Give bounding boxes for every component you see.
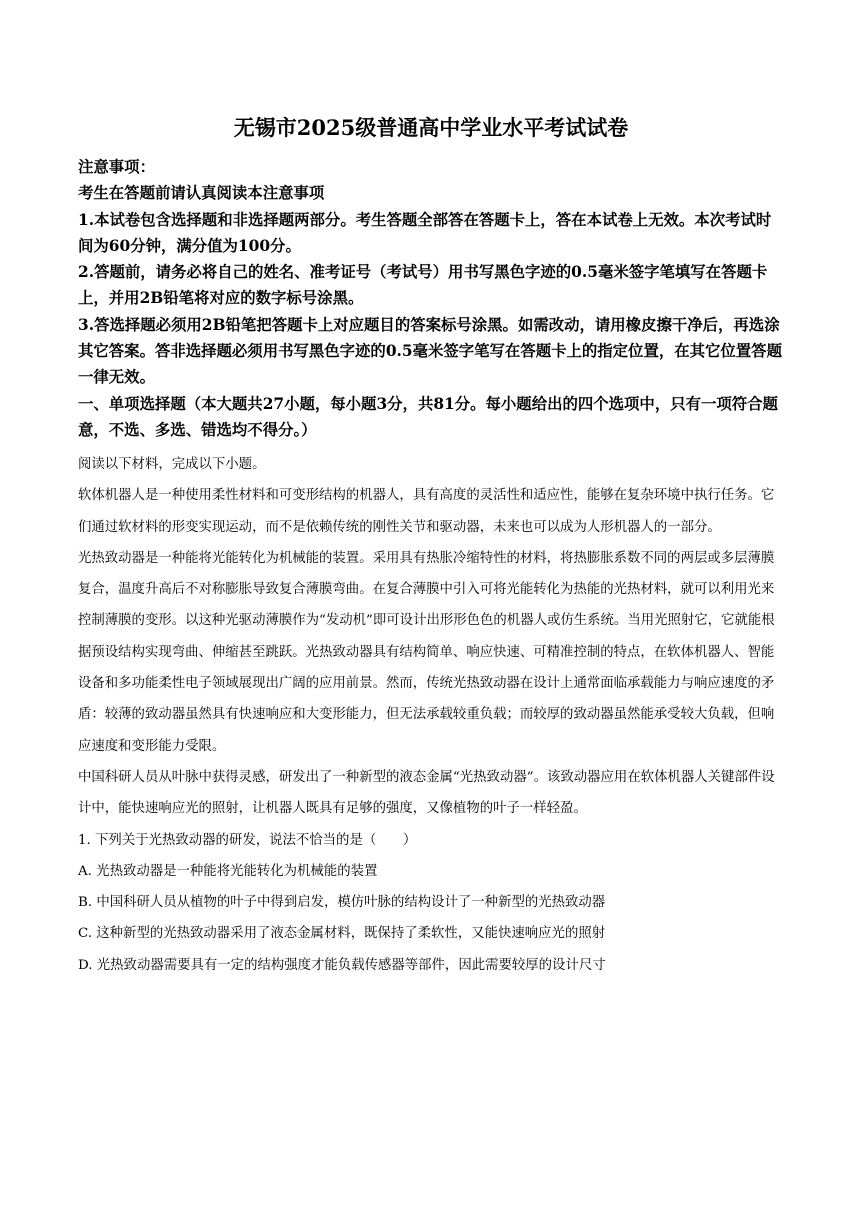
notice-heading: 注意事项： (78, 158, 155, 176)
notice-section (78, 154, 784, 443)
question-option-d: D. 光热致动器需要具有一定的结构强度才能负载传感器等部件，因此需要较厚的设计尺寸 (78, 957, 606, 973)
reading-paragraph-3: 中国科研人员从叶脉中获得灵感，研发出了一种新型的液态金属“光热致动器”。该致动器应用在软体机器人关键部件设计中，能快速响应光的照射，让机器人既具有足够的强度，又像植物的叶子一样轻盈。 (78, 769, 775, 817)
reading-paragraph-2: 光热致动器是一种能将光能转化为机械能的装置。采用具有热胀冷缩特性的材料，将热膨胀系数不同的两层或多层薄膜复合，温度升高后不对称膨胀导致复合薄膜弯曲。在复合薄膜中引入可将光能转化为热能的光热材料，就可以利用光来控制薄膜的变形。以这种光驱动薄膜作为“发动机”即可设计出形形色色的机器人或仿生系统。当用光照射它，它就能根据预设结构实现弯曲、伸缩甚至跳跃。光热致动器具有结构简单、响应快速、可精准控制的特点，在软体机器人、智能设备和多功能柔性电子领域展现出广阔的应用前景。然而，传统光热致动器在设计上通常面临承载能力与响应速度的矛盾：较薄的致动器虽然具有快速响应和大变形能力，但无法承载较重负载；而较厚的致动器虽然能承受较大负载，但响应速度和变形能力受限。 (78, 550, 775, 754)
exam-title: 无锡市2025级普通高中学业水平考试试卷 (233, 115, 629, 140)
question-stem: 1. 下列关于光热致动器的研发，说法不恰当的是（ ） (78, 832, 417, 848)
notice-item-1: 1.本试卷包含选择题和非选择题两部分。考生答题全部答在答题卡上，答在本试卷上无效。本次考试时间为60分钟，满分值为100分。 (78, 210, 772, 255)
section-heading: 一、单项选择题（本大题共27小题，每小题3分，共81分。每小题给出的四个选项中，只有一项符合题意，不选、多选、错选均不得分。） (78, 394, 778, 439)
question-option-b: B. 中国科研人员从植物的叶子中得到启发，模仿叶脉的结构设计了一种新型的光热致动器 (78, 895, 606, 911)
reading-instruction: 阅读以下材料，完成以下小题。 (78, 457, 266, 472)
notice-item-3: 3.答选择题必须用2B铅笔把答题卡上对应题目的答案标号涂黑。如需改动，请用橡皮擦干净后，再选涂其它答案。答非选择题必须用书写黑色字迹的0.5毫米签字笔写在答题卡上的指定位置，在其它位置答题一律无效。 (78, 315, 782, 387)
question-option-a: A. 光热致动器是一种能将光能转化为机械能的装置 (78, 863, 378, 879)
reading-paragraph-1: 软体机器人是一种使用柔性材料和可变形结构的机器人，具有高度的灵活性和适应性，能够在复杂环境中执行任务。它们通过软材料的形变实现运动，而不是依赖传统的刚性关节和驱动器，未来也可以成为人形机器人的一部分。 (78, 488, 775, 535)
question-option-c: C. 这种新型的光热致动器采用了液态金属材料，既保持了柔软性，又能快速响应光的照射 (78, 926, 606, 942)
notice-intro: 考生在答题前请认真阅读本注意事项 (78, 184, 325, 203)
notice-item-2: 2.答题前，请务必将自己的姓名、准考证号（考试号）用书写黑色字迹的0.5毫米签字笔填写在答题卡上，并用2B铅笔将对应的数字标号涂黑。 (78, 263, 768, 308)
reading-section (78, 449, 784, 981)
